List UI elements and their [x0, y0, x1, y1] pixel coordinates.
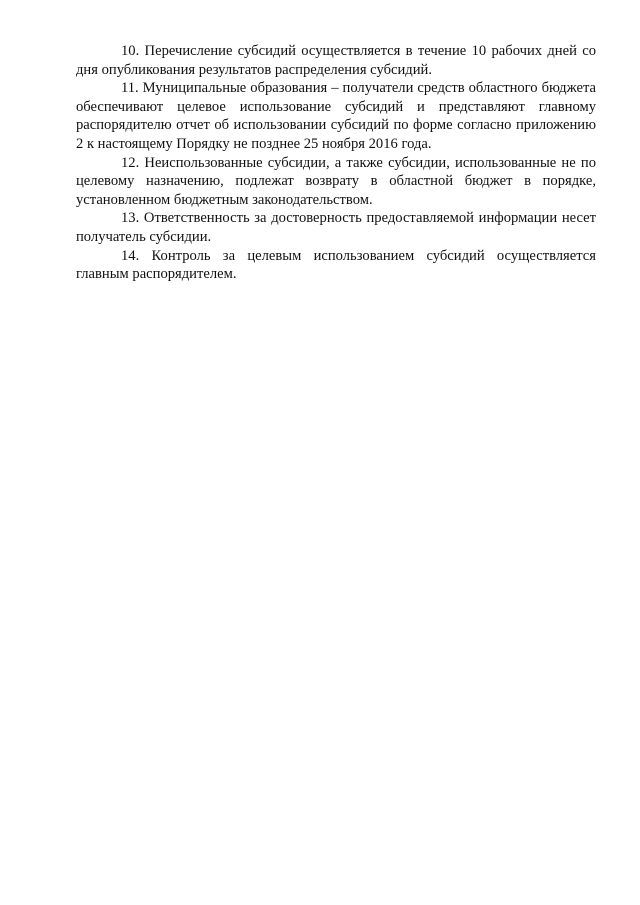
paragraph-12: 12. Неиспользованные субсидии, а также субсидии, использованные не по целевому назначению, подлежат возврату в областной бюджет в порядке, установленном бюджетным законодательством. [76, 154, 596, 208]
document-body [76, 42, 596, 284]
paragraph-10: 10. Перечисление субсидий осуществляется в течение 10 рабочих дней со дня опубликования результатов распределения субсидий. [76, 43, 596, 78]
paragraph-11: 11. Муниципальные образования – получатели средств областного бюджета обеспечивают целевое использование субсидий и представляют главному распорядителю отчет об использовании субсидий по форме согласно приложению 2 к настоящему Порядку не позднее 25 ноября 2016 года. [76, 80, 596, 152]
paragraph-13: 13. Ответственность за достоверность предоставляемой информации несет получатель субсидии. [76, 210, 596, 245]
paragraph-14: 14. Контроль за целевым использованием субсидий осуществляется главным распорядителем. [76, 247, 596, 283]
